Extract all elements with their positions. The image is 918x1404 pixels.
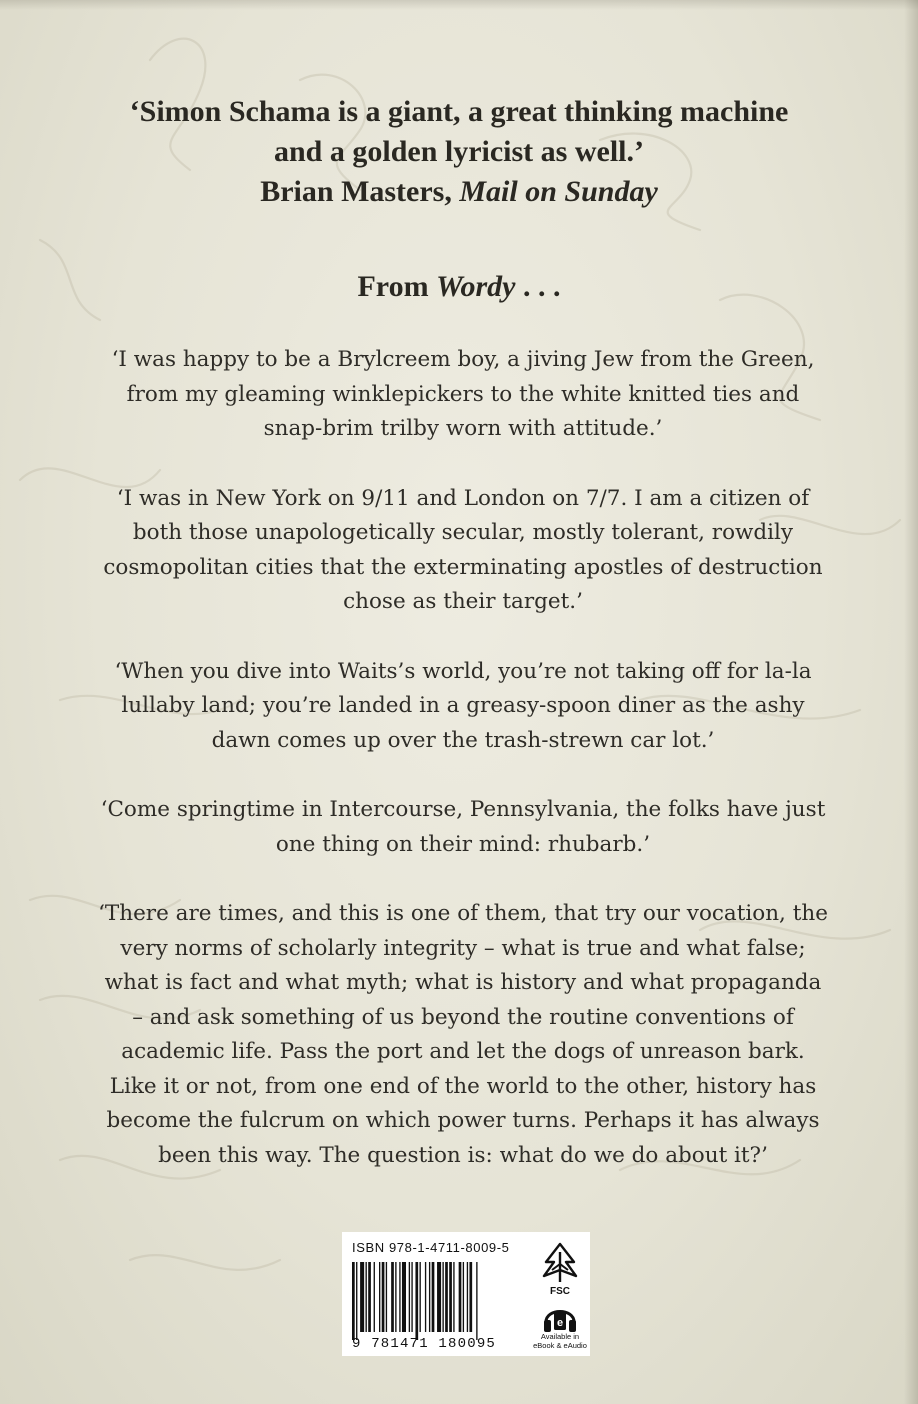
excerpt-list [96,343,830,1173]
praise-attribution [0,172,918,212]
heading-ellipsis: . . . [515,270,561,303]
excerpt-quote: ‘I was in New York on 9/11 and London on 7/7. I am a citizen of both those unapologetically secular, mostly tolerant, rowdily cosmopolitan cities that the exterminating apostles of destruction chose as their target.’ [103,485,823,614]
heading-book-title: Wordy [436,270,516,303]
fsc-label: FSC [550,1286,570,1297]
excerpt-quote: ‘I was happy to be a Brylcreem boy, a jiving Jew from the Green, from my gleaming winklepickers to the white knitted ties and snap-brim trilby worn with attitude.’ [111,347,815,441]
barcode-panel [342,1232,590,1356]
praise-line: ‘Simon Schama is a giant, a great thinking machine [129,95,789,128]
availability-label: Available in eBook & eAudio [533,1332,587,1350]
attribution-publication: Mail on Sunday [459,175,658,208]
excerpt-quote: ‘There are times, and this is one of them, that try our vocation, the very norms of scholarly integrity – what is true and what false; what is fact and what myth; what is history and what propaganda – and ask something of us beyond the routine conventions of academic life. Pass the port and let the dogs of unreason bark. Like it or not, from one end of the world to the other, history has become the fulcrum on which power turns. Perhaps it has always been this way. The question is: what do we do about it?’ [98,901,828,1168]
excerpt-quote: ‘When you dive into Waits’s world, you’re not taking off for la-la lullaby land; you’re landed in a greasy-spoon diner as the ashy dawn comes up over the trash-strewn car lot.’ [114,658,812,753]
from-book-heading [0,270,918,304]
isbn-label: ISBN 978-1-4711-8009-5 [352,1240,510,1255]
svg-text:e: e [556,1317,564,1329]
praise-line: and a golden lyricist as well.’ [273,135,644,168]
attribution-author: Brian Masters, [260,175,452,208]
barcode-bars [352,1262,532,1340]
excerpt-quote: ‘Come springtime in Intercourse, Pennsylvania, the folks have just one thing on their mind: rhubarb.’ [100,797,826,857]
ebook-audio-icon [542,1300,578,1334]
praise-quote [0,92,918,212]
heading-prefix: From [357,270,429,303]
fsc-tree-icon [538,1240,582,1286]
barcode-digits: 9 781471 180095 [352,1336,497,1352]
cover-top-shadow [0,0,918,10]
